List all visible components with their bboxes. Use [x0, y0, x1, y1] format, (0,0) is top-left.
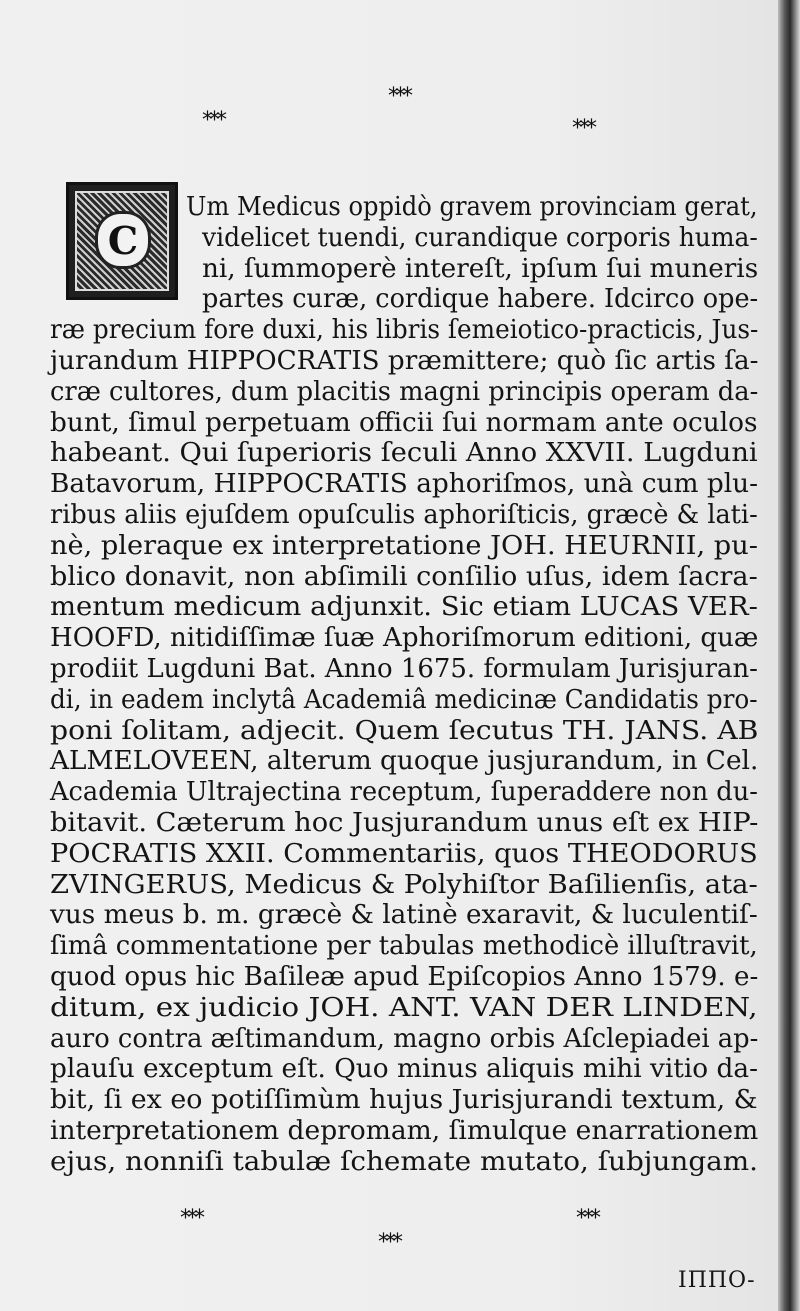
text-line: Um Medicus oppidò gravem provinciam gerat,	[186, 192, 758, 222]
text-line: prodiit Lugduni Bat. Anno 1675. formulam Jurisjuran-	[50, 654, 758, 684]
text-line: bunt, ſimul perpetuam officii ſui normam ante oculos	[50, 407, 758, 438]
ornament-top-left: ***	[202, 108, 223, 133]
text-line: jurandum HIPPOCRATIS præmittere; quò ſic artis ſa-	[50, 346, 759, 376]
text-line: ejus, nonniſi tabulæ ſchemate mutato, ſubjungam.	[50, 1146, 759, 1177]
text-line: videlicet tuendi, curandique corporis huma-	[202, 222, 758, 253]
page-edge	[778, 0, 800, 1311]
text-line: ALMELOVEEN, alterum quoque jusjurandum, in Cel.	[50, 746, 759, 777]
ornament-bottom-right: ***	[576, 1206, 597, 1231]
text-line: partes curæ, cordique habere. Idcirco ope-	[202, 284, 759, 315]
text-line: nè, pleraque ex interpretatione JOH. HEURNII, pu-	[50, 530, 758, 561]
ornament-top-right: ***	[572, 116, 593, 141]
text-line: POCRATIS XXII. Commentariis, quos THEODORUS	[50, 838, 758, 869]
ornament-bottom-center: ***	[378, 1230, 399, 1255]
catchword: ΙΠΠΟ-	[678, 1268, 756, 1293]
text-line: ribus aliis ejuſdem opuſculis aphoriſticis, græcè & lati-	[50, 500, 758, 530]
text-line: plauſu exceptum eſt. Quo minus aliquis mihi vitio da-	[50, 1054, 758, 1085]
text-line: Batavorum, HIPPOCRATIS aphoriſmos, unà cum plu-	[50, 469, 759, 500]
text-line: ni, ſummoperè intereſt, ipſum ſui muneris	[202, 253, 759, 284]
text-line: HOOFD, nitidiſſimæ ſuæ Aphoriſmorum editioni, quæ	[50, 623, 759, 654]
text-line: blico donavit, non abſimili conſilio uſus, idem ſacra-	[50, 561, 758, 592]
text-line: auro contra æſtimandum, magno orbis Aſclepiadei ap-	[50, 1023, 759, 1054]
ornament-bottom-left: ***	[180, 1206, 201, 1231]
ornament-top-center: ***	[388, 84, 409, 109]
text-line: di, in eadem inclytâ Academiâ medicinæ Candidatis pro-	[50, 684, 758, 715]
initial-letter: C	[95, 211, 151, 269]
text-line: cræ cultores, dum placitis magni principis operam da-	[50, 376, 759, 407]
text-line: bitavit. Cæterum hoc Jusjurandum unus eſt ex HIP-	[50, 808, 759, 838]
text-line: Academia Ultrajectina receptum, ſuperaddere non du-	[50, 777, 758, 808]
text-line: ditum, ex judicio JOH. ANT. VAN DER LINDEN,	[50, 992, 758, 1023]
text-line: bit, ſi ex eo potiſſimùm hujus Jurisjurandi textum, &	[50, 1085, 758, 1116]
text-line: habeant. Qui ſuperioris ſeculi Anno XXVII. Lugduni	[50, 438, 758, 469]
text-line: poni ſolitam, adjecit. Quem ſecutus TH. JANS. AB	[50, 715, 759, 746]
text-line: mentum medicum adjunxit. Sic etiam LUCAS VER-	[50, 592, 758, 623]
text-line: ræ precium fore duxi, his libris ſemeiotico-practicis, Jus-	[50, 315, 759, 346]
text-line: ZVINGERUS, Medicus & Polyhiſtor Baſilienſis, ata-	[50, 869, 758, 900]
text-line: interpretationem depromam, ſimulque enarrationem	[50, 1116, 759, 1146]
text-line: ſimâ commentatione per tabulas methodicè illuſtravit,	[50, 931, 758, 962]
text-line: quod opus hic Baſileæ apud Epiſcopios Anno 1579. e-	[50, 962, 759, 992]
text-line: vus meus b. m. græcè & latinè exaravit, & luculentiſ-	[50, 900, 758, 931]
